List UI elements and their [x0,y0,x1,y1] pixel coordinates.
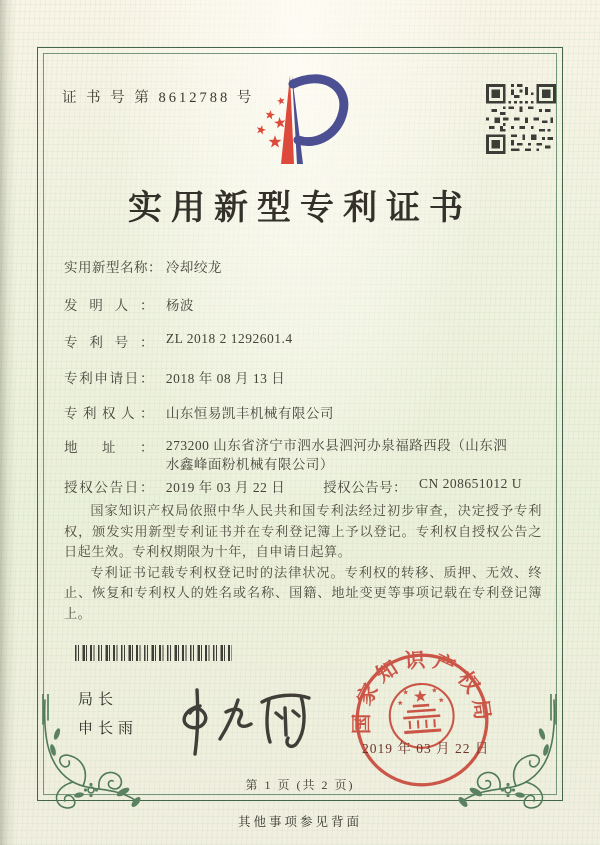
field-patent-number [64,331,293,351]
address-line-2: 水鑫峰面粉机械有限公司） [165,457,334,472]
field-label: 授权公告日： [64,480,154,495]
field-label: 实用新型名称： [64,260,162,275]
cnipa-logo-icon [235,68,365,176]
handwritten-signature-icon [166,680,316,760]
address-line-1: 273200 山东省济宁市泗水县泗河办泉福路西段（山东泗 [165,438,508,453]
field-value: 2018 年 08 月 13 日 [165,371,286,386]
qr-code-icon [486,84,556,154]
cnipa-red-seal-icon [350,648,494,792]
field-filing-date [64,367,285,387]
field-label: 地址： [64,440,154,455]
field-value: 2019 年 03 月 22 日 [165,480,286,495]
field-value: 冷却绞龙 [165,260,222,275]
svg-text:国家知识产权局 [350,648,494,736]
logo-stars [255,96,286,148]
body-paragraph-1: 国家知识产权局依照中华人民共和国专利法经过初步审查，决定授予专利权，颁发实用新型专利证书并在专利登记簿上予以登记。专利权自授权公告之日起生效。专利权期限为十年，自申请日起算。 [64,503,542,559]
field-value: ZL 2018 2 1292601.4 [165,331,293,346]
field-grant-info [64,476,522,496]
field-inventor [64,294,194,314]
field-address [64,436,558,474]
certificate-body-text [64,501,542,624]
field-patentee [64,402,334,422]
field-label: 专利号： [64,335,154,350]
back-side-note: 其他事项参见背面 [237,815,362,829]
page-title: 实用新型专利证书 [128,190,472,227]
corner-flourish-left-icon [39,694,151,812]
field-value [166,436,558,474]
scan-edge-shadow [0,0,16,845]
commissioner-title: 局长 [78,692,119,708]
seal-ring-text: 国家知识产权局 [351,649,494,735]
field-utility-model-name [64,256,222,276]
field-value: 杨波 [165,298,194,313]
field-label: 授权公告号： [323,480,408,495]
seal-date: 2019 年 03 月 22 日 [362,741,490,756]
logo-p-bowl [293,79,344,142]
field-value: CN 208651012 U [419,476,523,491]
barcode-icon [75,645,232,661]
certificate-number: 证 书 号 第 8612788 号 [62,90,255,106]
page-number: 第 1 页 (共 2 页) [245,778,355,792]
field-label: 专利权人： [64,406,154,421]
field-value: 山东恒易凯丰机械有限公司 [165,406,334,421]
field-label: 专利申请日： [64,371,154,386]
body-paragraph-2: 专利证书记载专利权登记时的法律状况。专利权的转移、质押、无效、终止、恢复和专利权人的姓名或名称、国籍、地址变更等事项记载在专利登记簿上。 [64,564,542,621]
field-label: 发明人： [64,298,154,313]
commissioner-name: 申长雨 [78,721,139,737]
